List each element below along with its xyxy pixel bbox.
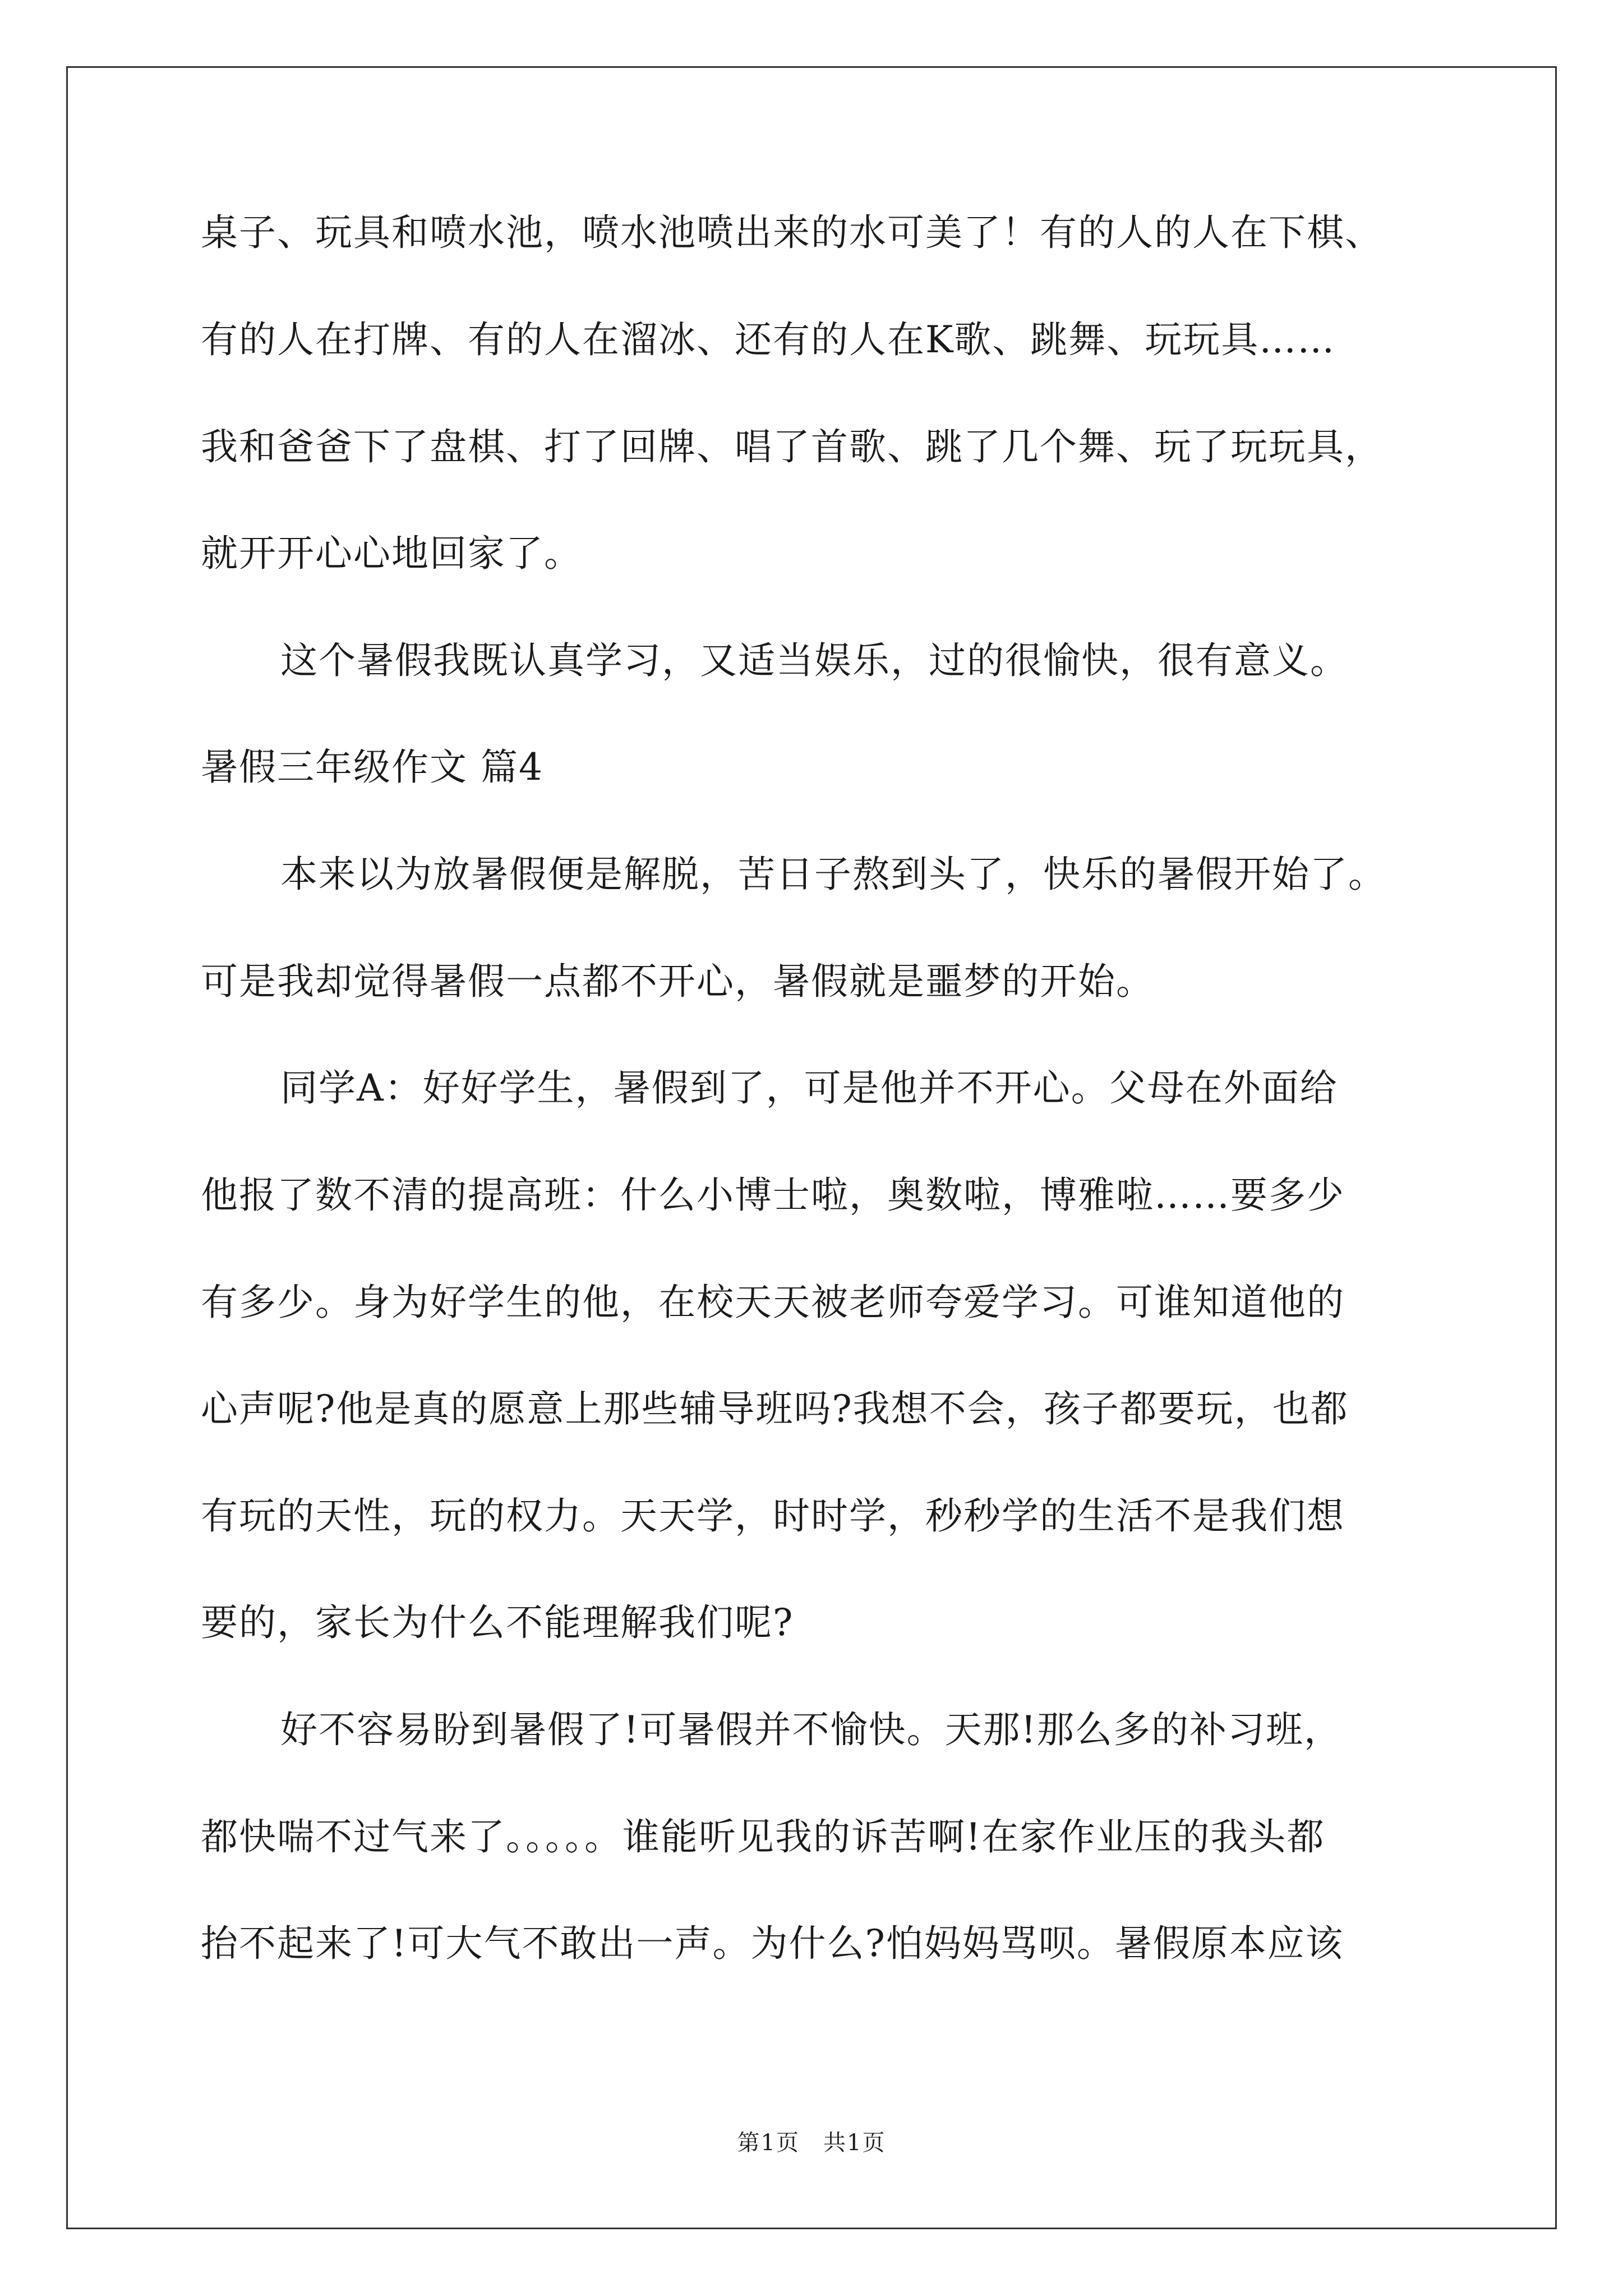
text-line-9: 同学A：好好学生，暑假到了，可是他并不开心。父母在外面给 [280,1066,1338,1110]
text-line-8: 可是我却觉得暑假一点都不开心，暑假就是噩梦的开始。 [201,960,1154,1003]
text-line-12: 心声呢?他是真的愿意上那些辅导班吗?我想不会，孩子都要玩，也都 [201,1387,1349,1430]
text-line-13: 有玩的天性，玩的权力。天天学，时时学，秒秒学的生活不是我们想 [201,1494,1345,1538]
section-heading: 暑假三年级作文 篇4 [201,746,543,789]
text-line-17: 抬不起来了!可大气不敢出一声。为什么?怕妈妈骂呗。暑假原本应该 [201,1922,1344,1965]
text-line-15: 好不容易盼到暑假了!可暑假并不愉快。天那!那么多的补习班， [280,1708,1343,1751]
text-line-11: 有多少。身为好学生的他，在校天天被老师夸爱学习。可谁知道他的 [201,1281,1345,1324]
text-line-5: 这个暑假我既认真学习，又适当娱乐，过的很愉快，很有意义。 [280,639,1348,682]
text-line-10: 他报了数不清的提高班：什么小博士啦，奥数啦，博雅啦……要多少 [201,1174,1345,1217]
text-line-4: 就开开心心地回家了。 [201,532,582,575]
text-line-2: 有的人在打牌、有的人在溜冰、还有的人在K歌、跳舞、玩玩具…… [201,318,1336,361]
page-footer: 第1页 共1页 [737,2130,886,2156]
text-line-3: 我和爸爸下了盘棋、打了回牌、唱了首歌、跳了几个舞、玩了玩玩具， [201,425,1383,468]
text-line-1: 桌子、玩具和喷水池，喷水池喷出来的水可美了！有的人的人在下棋、 [201,211,1383,254]
text-line-14: 要的，家长为什么不能理解我们呢? [201,1601,794,1644]
page-border [66,66,1557,2229]
text-line-7: 本来以为放暑假便是解脱，苦日子熬到头了，快乐的暑假开始了。 [280,853,1386,896]
text-line-16: 都快喘不过气来了。。。。。谁能听见我的诉苦啊!在家作业压的我头都 [201,1815,1325,1858]
